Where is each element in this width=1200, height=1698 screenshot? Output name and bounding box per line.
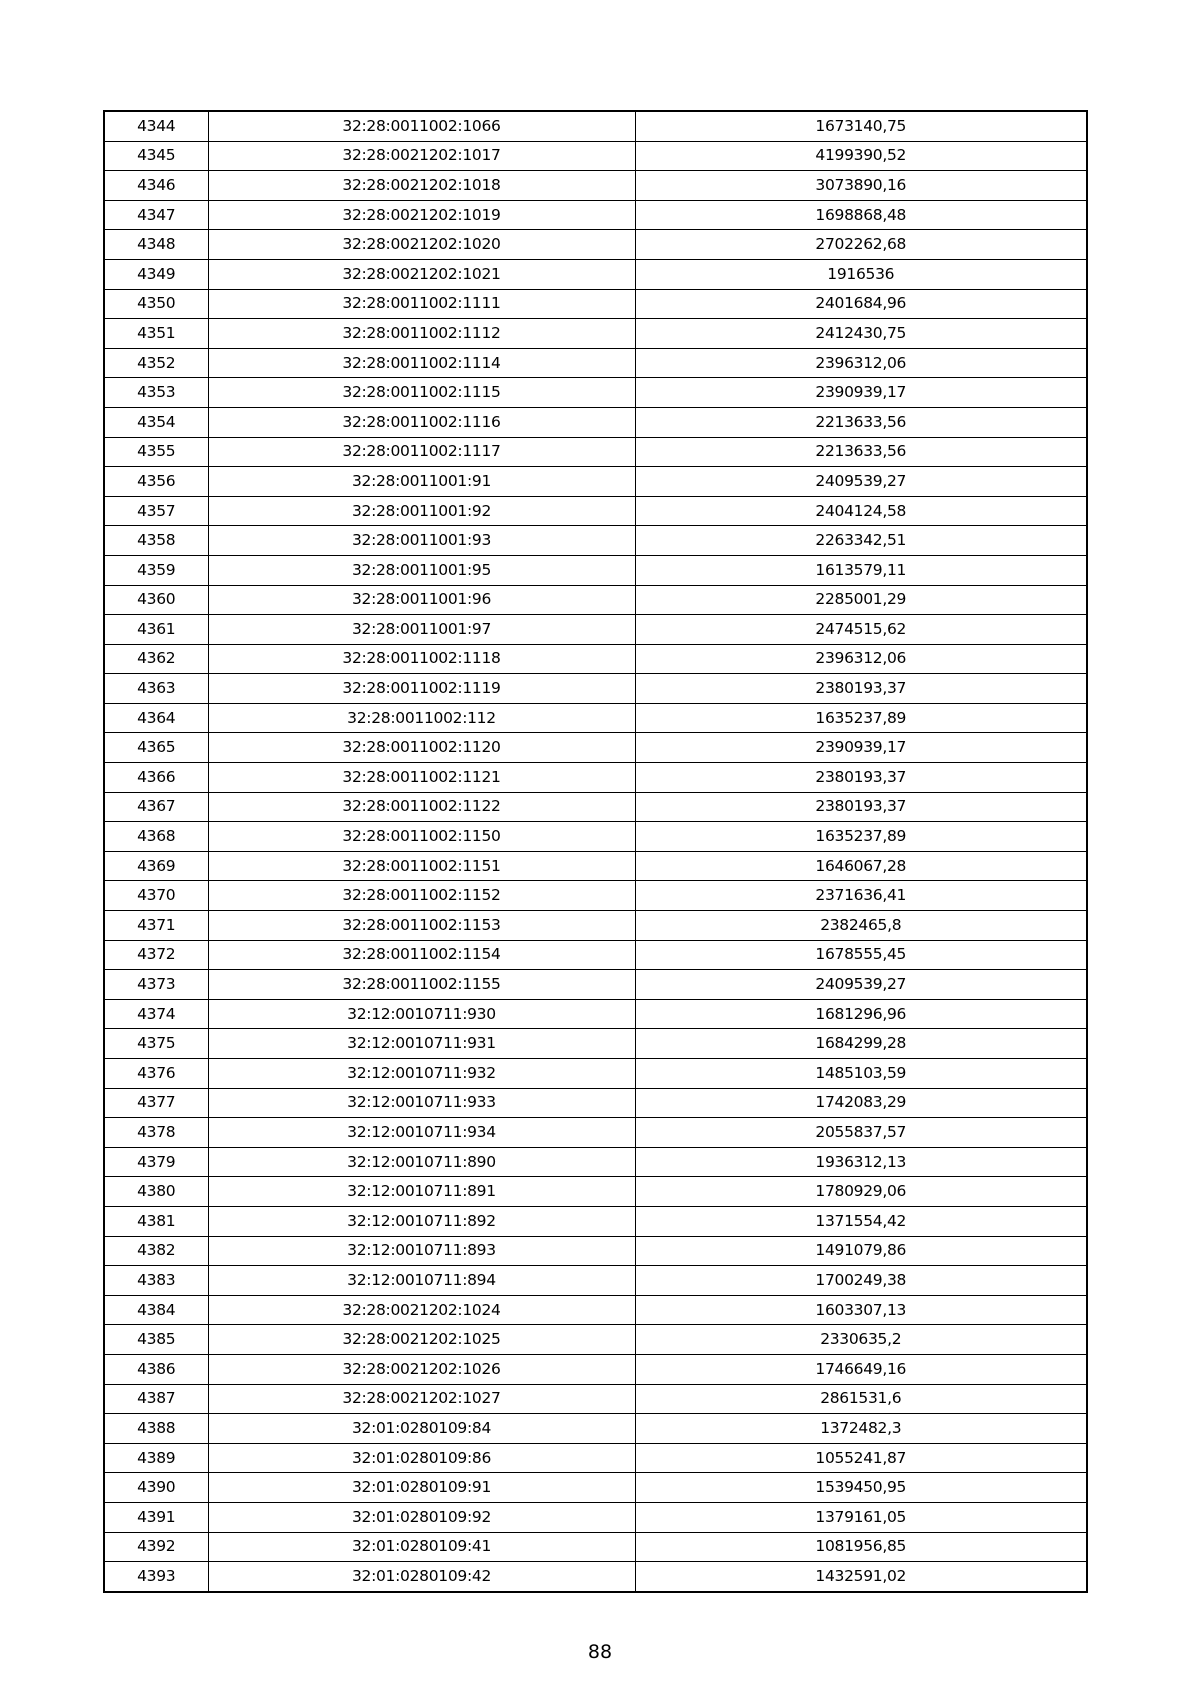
row-number-cell: 4348 bbox=[104, 230, 208, 260]
row-number-cell: 4375 bbox=[104, 1029, 208, 1059]
row-number-cell: 4349 bbox=[104, 259, 208, 289]
row-number-cell: 4344 bbox=[104, 111, 208, 141]
cadastral-value-cell: 1603307,13 bbox=[635, 1295, 1087, 1325]
row-number-cell: 4381 bbox=[104, 1206, 208, 1236]
cadastral-value-cell: 2390939,17 bbox=[635, 733, 1087, 763]
row-number-cell: 4366 bbox=[104, 763, 208, 793]
cadastral-value-cell: 2396312,06 bbox=[635, 348, 1087, 378]
cadastral-number-cell: 32:28:0011002:1155 bbox=[208, 970, 635, 1000]
row-number-cell: 4364 bbox=[104, 703, 208, 733]
table-row bbox=[104, 1177, 1087, 1207]
cadastral-number-cell: 32:28:0011001:97 bbox=[208, 615, 635, 645]
row-number-cell: 4345 bbox=[104, 141, 208, 171]
cadastral-value-cell: 1746649,16 bbox=[635, 1354, 1087, 1384]
table-row bbox=[104, 1118, 1087, 1148]
row-number-cell: 4382 bbox=[104, 1236, 208, 1266]
cadastral-value-cell: 1485103,59 bbox=[635, 1059, 1087, 1089]
cadastral-value-cell: 2330635,2 bbox=[635, 1325, 1087, 1355]
table-row bbox=[104, 526, 1087, 556]
table-row bbox=[104, 111, 1087, 141]
table-row bbox=[104, 348, 1087, 378]
cadastral-value-cell: 1379161,05 bbox=[635, 1502, 1087, 1532]
table-row bbox=[104, 1147, 1087, 1177]
cadastral-value-cell: 2404124,58 bbox=[635, 496, 1087, 526]
row-number-cell: 4392 bbox=[104, 1532, 208, 1562]
row-number-cell: 4374 bbox=[104, 999, 208, 1029]
cadastral-number-cell: 32:28:0011002:1116 bbox=[208, 407, 635, 437]
cadastral-value-cell: 2412430,75 bbox=[635, 319, 1087, 349]
cadastral-number-cell: 32:12:0010711:894 bbox=[208, 1266, 635, 1296]
table-row bbox=[104, 585, 1087, 615]
cadastral-number-cell: 32:28:0011002:1118 bbox=[208, 644, 635, 674]
table-row bbox=[104, 911, 1087, 941]
table-row bbox=[104, 1029, 1087, 1059]
table-row bbox=[104, 1562, 1087, 1592]
cadastral-value-cell: 2409539,27 bbox=[635, 467, 1087, 497]
cadastral-value-cell: 2409539,27 bbox=[635, 970, 1087, 1000]
cadastral-number-cell: 32:28:0021202:1024 bbox=[208, 1295, 635, 1325]
cadastral-value-table bbox=[103, 110, 1088, 1593]
row-number-cell: 4352 bbox=[104, 348, 208, 378]
table-row bbox=[104, 674, 1087, 704]
cadastral-number-cell: 32:28:0011002:1121 bbox=[208, 763, 635, 793]
cadastral-number-cell: 32:28:0021202:1025 bbox=[208, 1325, 635, 1355]
page-number: 88 bbox=[587, 1641, 613, 1663]
table-row bbox=[104, 1473, 1087, 1503]
table-row bbox=[104, 1266, 1087, 1296]
cadastral-value-cell: 2861531,6 bbox=[635, 1384, 1087, 1414]
cadastral-value-cell: 2702262,68 bbox=[635, 230, 1087, 260]
cadastral-value-cell: 2401684,96 bbox=[635, 289, 1087, 319]
cadastral-number-cell: 32:01:0280109:84 bbox=[208, 1414, 635, 1444]
cadastral-value-cell: 1432591,02 bbox=[635, 1562, 1087, 1592]
row-number-cell: 4377 bbox=[104, 1088, 208, 1118]
cadastral-value-cell: 2396312,06 bbox=[635, 644, 1087, 674]
table-row bbox=[104, 230, 1087, 260]
cadastral-value-cell: 2474515,62 bbox=[635, 615, 1087, 645]
cadastral-number-cell: 32:12:0010711:931 bbox=[208, 1029, 635, 1059]
cadastral-number-cell: 32:12:0010711:893 bbox=[208, 1236, 635, 1266]
cadastral-number-cell: 32:01:0280109:42 bbox=[208, 1562, 635, 1592]
row-number-cell: 4359 bbox=[104, 555, 208, 585]
table-row bbox=[104, 171, 1087, 201]
cadastral-value-cell: 1613579,11 bbox=[635, 555, 1087, 585]
row-number-cell: 4393 bbox=[104, 1562, 208, 1592]
cadastral-value-cell: 1681296,96 bbox=[635, 999, 1087, 1029]
cadastral-value-cell: 1081956,85 bbox=[635, 1532, 1087, 1562]
row-number-cell: 4372 bbox=[104, 940, 208, 970]
table-row bbox=[104, 200, 1087, 230]
cadastral-value-cell: 2382465,8 bbox=[635, 911, 1087, 941]
cadastral-number-cell: 32:01:0280109:91 bbox=[208, 1473, 635, 1503]
cadastral-number-cell: 32:28:0011002:1066 bbox=[208, 111, 635, 141]
table-row bbox=[104, 1236, 1087, 1266]
table-row bbox=[104, 1059, 1087, 1089]
cadastral-value-cell: 2371636,41 bbox=[635, 881, 1087, 911]
row-number-cell: 4370 bbox=[104, 881, 208, 911]
row-number-cell: 4365 bbox=[104, 733, 208, 763]
table-row bbox=[104, 999, 1087, 1029]
cadastral-number-cell: 32:28:0021202:1017 bbox=[208, 141, 635, 171]
row-number-cell: 4363 bbox=[104, 674, 208, 704]
row-number-cell: 4357 bbox=[104, 496, 208, 526]
table-row bbox=[104, 1502, 1087, 1532]
cadastral-value-cell: 2263342,51 bbox=[635, 526, 1087, 556]
row-number-cell: 4368 bbox=[104, 822, 208, 852]
cadastral-number-cell: 32:28:0011002:1115 bbox=[208, 378, 635, 408]
table-row bbox=[104, 1354, 1087, 1384]
cadastral-value-cell: 2380193,37 bbox=[635, 763, 1087, 793]
table-row bbox=[104, 1443, 1087, 1473]
cadastral-value-cell: 2213633,56 bbox=[635, 437, 1087, 467]
row-number-cell: 4376 bbox=[104, 1059, 208, 1089]
row-number-cell: 4361 bbox=[104, 615, 208, 645]
cadastral-number-cell: 32:01:0280109:86 bbox=[208, 1443, 635, 1473]
table-row bbox=[104, 940, 1087, 970]
cadastral-number-cell: 32:28:0021202:1026 bbox=[208, 1354, 635, 1384]
table-row bbox=[104, 319, 1087, 349]
row-number-cell: 4389 bbox=[104, 1443, 208, 1473]
table-row bbox=[104, 881, 1087, 911]
row-number-cell: 4385 bbox=[104, 1325, 208, 1355]
cadastral-value-cell: 1372482,3 bbox=[635, 1414, 1087, 1444]
row-number-cell: 4369 bbox=[104, 851, 208, 881]
cadastral-value-cell: 2380193,37 bbox=[635, 674, 1087, 704]
cadastral-value-cell: 1646067,28 bbox=[635, 851, 1087, 881]
cadastral-number-cell: 32:01:0280109:41 bbox=[208, 1532, 635, 1562]
table-row bbox=[104, 644, 1087, 674]
row-number-cell: 4356 bbox=[104, 467, 208, 497]
table-row bbox=[104, 1325, 1087, 1355]
table-body bbox=[104, 111, 1087, 1592]
cadastral-value-cell: 1742083,29 bbox=[635, 1088, 1087, 1118]
cadastral-value-cell: 1780929,06 bbox=[635, 1177, 1087, 1207]
row-number-cell: 4384 bbox=[104, 1295, 208, 1325]
table-row bbox=[104, 437, 1087, 467]
row-number-cell: 4354 bbox=[104, 407, 208, 437]
cadastral-number-cell: 32:28:0011002:1154 bbox=[208, 940, 635, 970]
row-number-cell: 4391 bbox=[104, 1502, 208, 1532]
row-number-cell: 4373 bbox=[104, 970, 208, 1000]
cadastral-number-cell: 32:12:0010711:890 bbox=[208, 1147, 635, 1177]
row-number-cell: 4350 bbox=[104, 289, 208, 319]
row-number-cell: 4386 bbox=[104, 1354, 208, 1384]
table-row bbox=[104, 555, 1087, 585]
row-number-cell: 4351 bbox=[104, 319, 208, 349]
table-row bbox=[104, 141, 1087, 171]
cadastral-value-cell: 2055837,57 bbox=[635, 1118, 1087, 1148]
cadastral-number-cell: 32:28:0011002:1122 bbox=[208, 792, 635, 822]
table-row bbox=[104, 378, 1087, 408]
cadastral-value-cell: 1678555,45 bbox=[635, 940, 1087, 970]
table-row bbox=[104, 1384, 1087, 1414]
cadastral-value-cell: 1539450,95 bbox=[635, 1473, 1087, 1503]
cadastral-value-cell: 2380193,37 bbox=[635, 792, 1087, 822]
table-row bbox=[104, 1088, 1087, 1118]
cadastral-value-cell: 1684299,28 bbox=[635, 1029, 1087, 1059]
cadastral-number-cell: 32:12:0010711:892 bbox=[208, 1206, 635, 1236]
table-row bbox=[104, 1532, 1087, 1562]
cadastral-number-cell: 32:28:0011002:1114 bbox=[208, 348, 635, 378]
cadastral-number-cell: 32:12:0010711:891 bbox=[208, 1177, 635, 1207]
row-number-cell: 4390 bbox=[104, 1473, 208, 1503]
cadastral-value-cell: 2390939,17 bbox=[635, 378, 1087, 408]
table-row bbox=[104, 407, 1087, 437]
row-number-cell: 4380 bbox=[104, 1177, 208, 1207]
table-row bbox=[104, 1295, 1087, 1325]
cadastral-value-cell: 1055241,87 bbox=[635, 1443, 1087, 1473]
cadastral-number-cell: 32:28:0011002:1151 bbox=[208, 851, 635, 881]
cadastral-number-cell: 32:12:0010711:934 bbox=[208, 1118, 635, 1148]
row-number-cell: 4378 bbox=[104, 1118, 208, 1148]
row-number-cell: 4353 bbox=[104, 378, 208, 408]
table-row bbox=[104, 259, 1087, 289]
row-number-cell: 4387 bbox=[104, 1384, 208, 1414]
table-row bbox=[104, 1206, 1087, 1236]
cadastral-number-cell: 32:12:0010711:930 bbox=[208, 999, 635, 1029]
cadastral-value-cell: 1635237,89 bbox=[635, 703, 1087, 733]
row-number-cell: 4355 bbox=[104, 437, 208, 467]
cadastral-number-cell: 32:01:0280109:92 bbox=[208, 1502, 635, 1532]
table-row bbox=[104, 970, 1087, 1000]
cadastral-number-cell: 32:28:0021202:1027 bbox=[208, 1384, 635, 1414]
cadastral-value-cell: 3073890,16 bbox=[635, 171, 1087, 201]
row-number-cell: 4388 bbox=[104, 1414, 208, 1444]
cadastral-value-cell: 1635237,89 bbox=[635, 822, 1087, 852]
row-number-cell: 4358 bbox=[104, 526, 208, 556]
cadastral-value-cell: 1491079,86 bbox=[635, 1236, 1087, 1266]
cadastral-number-cell: 32:28:0011001:91 bbox=[208, 467, 635, 497]
table-row bbox=[104, 496, 1087, 526]
cadastral-value-cell: 1936312,13 bbox=[635, 1147, 1087, 1177]
cadastral-number-cell: 32:28:0021202:1018 bbox=[208, 171, 635, 201]
row-number-cell: 4362 bbox=[104, 644, 208, 674]
cadastral-number-cell: 32:12:0010711:933 bbox=[208, 1088, 635, 1118]
cadastral-number-cell: 32:28:0011002:1117 bbox=[208, 437, 635, 467]
table-row bbox=[104, 467, 1087, 497]
cadastral-value-cell: 1916536 bbox=[635, 259, 1087, 289]
table-row bbox=[104, 1414, 1087, 1444]
table-row bbox=[104, 733, 1087, 763]
table-row bbox=[104, 615, 1087, 645]
row-number-cell: 4371 bbox=[104, 911, 208, 941]
table-row bbox=[104, 851, 1087, 881]
cadastral-number-cell: 32:12:0010711:932 bbox=[208, 1059, 635, 1089]
cadastral-value-cell: 1700249,38 bbox=[635, 1266, 1087, 1296]
cadastral-number-cell: 32:28:0011001:95 bbox=[208, 555, 635, 585]
cadastral-number-cell: 32:28:0011002:1111 bbox=[208, 289, 635, 319]
cadastral-number-cell: 32:28:0021202:1020 bbox=[208, 230, 635, 260]
table-row bbox=[104, 763, 1087, 793]
cadastral-number-cell: 32:28:0011002:1112 bbox=[208, 319, 635, 349]
cadastral-value-cell: 2213633,56 bbox=[635, 407, 1087, 437]
cadastral-value-cell: 1673140,75 bbox=[635, 111, 1087, 141]
row-number-cell: 4347 bbox=[104, 200, 208, 230]
cadastral-number-cell: 32:28:0011002:1120 bbox=[208, 733, 635, 763]
cadastral-number-cell: 32:28:0011002:1152 bbox=[208, 881, 635, 911]
cadastral-number-cell: 32:28:0021202:1019 bbox=[208, 200, 635, 230]
cadastral-number-cell: 32:28:0011001:93 bbox=[208, 526, 635, 556]
row-number-cell: 4383 bbox=[104, 1266, 208, 1296]
cadastral-number-cell: 32:28:0011002:1119 bbox=[208, 674, 635, 704]
cadastral-value-cell: 1371554,42 bbox=[635, 1206, 1087, 1236]
table-row bbox=[104, 822, 1087, 852]
cadastral-number-cell: 32:28:0021202:1021 bbox=[208, 259, 635, 289]
table-row bbox=[104, 703, 1087, 733]
cadastral-number-cell: 32:28:0011001:92 bbox=[208, 496, 635, 526]
row-number-cell: 4367 bbox=[104, 792, 208, 822]
cadastral-number-cell: 32:28:0011002:1150 bbox=[208, 822, 635, 852]
cadastral-value-cell: 4199390,52 bbox=[635, 141, 1087, 171]
cadastral-value-cell: 2285001,29 bbox=[635, 585, 1087, 615]
row-number-cell: 4346 bbox=[104, 171, 208, 201]
table-row bbox=[104, 289, 1087, 319]
cadastral-number-cell: 32:28:0011002:1153 bbox=[208, 911, 635, 941]
cadastral-value-cell: 1698868,48 bbox=[635, 200, 1087, 230]
cadastral-number-cell: 32:28:0011002:112 bbox=[208, 703, 635, 733]
cadastral-number-cell: 32:28:0011001:96 bbox=[208, 585, 635, 615]
row-number-cell: 4379 bbox=[104, 1147, 208, 1177]
table-row bbox=[104, 792, 1087, 822]
row-number-cell: 4360 bbox=[104, 585, 208, 615]
